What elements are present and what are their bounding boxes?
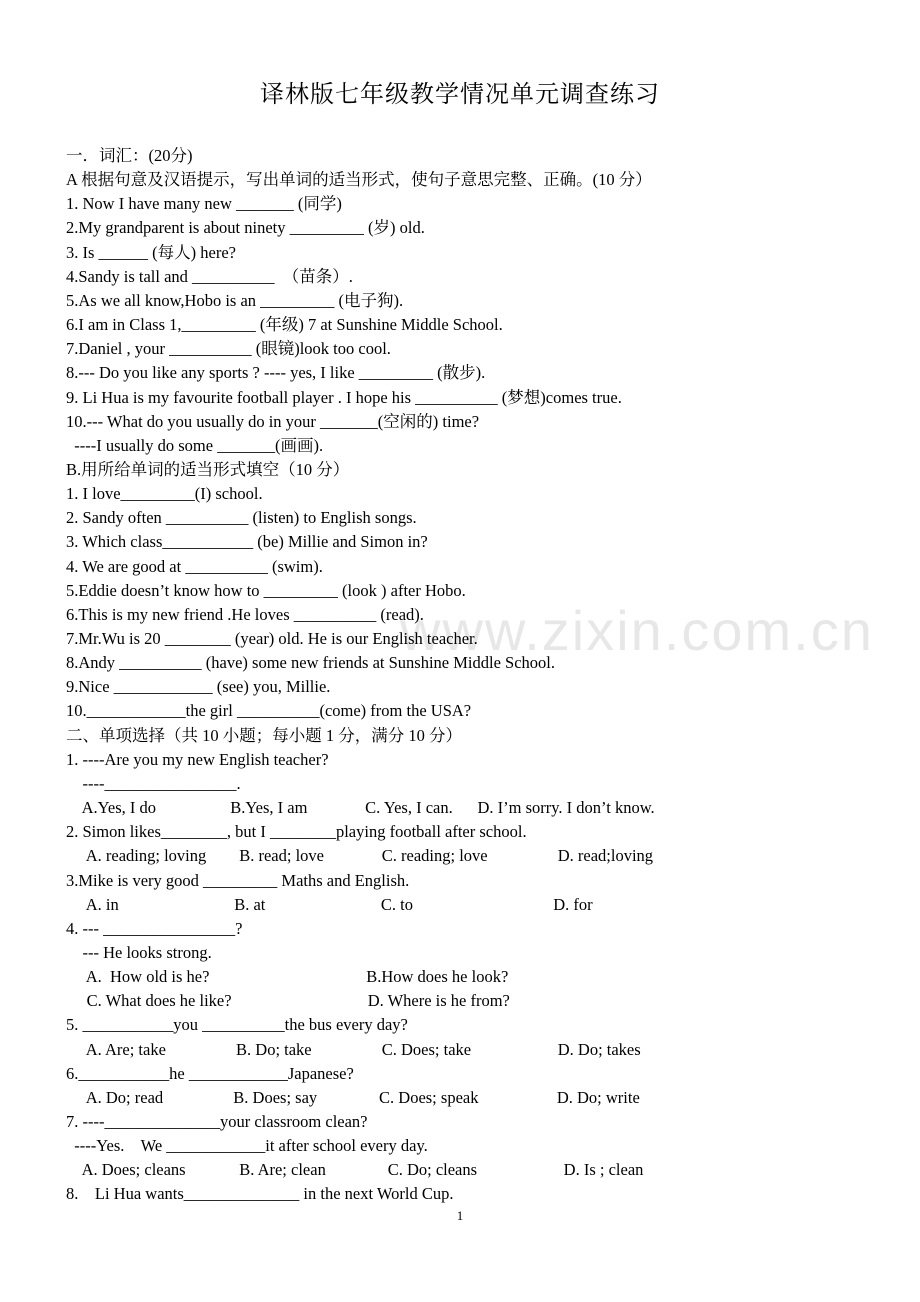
worksheet-line: A. reading; loving B. read; love C. reading; love D. read;loving bbox=[66, 846, 654, 866]
worksheet-line: 7.Daniel , your __________ (眼镜)look too cool. bbox=[66, 339, 391, 359]
worksheet-line: 2. Sandy often __________ (listen) to English songs. bbox=[66, 508, 417, 528]
page-title: 译林版七年级教学情况单元调查练习 bbox=[260, 82, 660, 108]
worksheet-line: C. What does he like? D. Where is he from? bbox=[66, 991, 510, 1011]
worksheet-line: A 根据句意及汉语提示，写出单词的适当形式，使句子意思完整、正确。(10 分） bbox=[66, 170, 652, 190]
worksheet-line: 1. I love_________(I) school. bbox=[66, 484, 263, 504]
worksheet-line: 6.___________he ____________Japanese? bbox=[66, 1063, 354, 1083]
worksheet-line: 1. ----Are you my new English teacher? bbox=[66, 749, 329, 769]
worksheet-line: A. Do; read B. Does; say C. Does; speak D. Do; write bbox=[66, 1087, 640, 1107]
worksheet-line: B.用所给单词的适当形式填空（10 分） bbox=[66, 459, 350, 479]
worksheet-line: ----Yes. We ____________it after school every day. bbox=[66, 1136, 428, 1156]
worksheet-line: 8. Li Hua wants______________ in the next World Cup. bbox=[66, 1184, 454, 1204]
watermark: www.zixin.com.cn bbox=[400, 599, 874, 662]
worksheet-line: 一．词汇：(20分) bbox=[66, 146, 193, 165]
worksheet-line: 9. Li Hua is my favourite football player . I hope his __________ (梦想)comes true. bbox=[66, 387, 622, 407]
worksheet-line: 二、单项选择（共 10 小题；每小题 1 分，满分 10 分） bbox=[66, 725, 462, 745]
worksheet-line: 7.Mr.Wu is 20 ________ (year) old. He is our English teacher. bbox=[66, 629, 478, 648]
worksheet-line: 3. Is ______ (每人) here? bbox=[66, 242, 236, 262]
worksheet-line: 10.--- What do you usually do in your _______(空闲的) time? bbox=[66, 411, 480, 431]
worksheet-line: A. Are; take B. Do; take C. Does; take D. Do; takes bbox=[66, 1039, 641, 1059]
worksheet-line: ----I usually do some _______(画画). bbox=[66, 435, 324, 455]
worksheet-line: 7. ----______________your classroom clean? bbox=[66, 1112, 368, 1131]
worksheet-line: A.Yes, I do B.Yes, I am C. Yes, I can. D. I’m sorry. I don’t know. bbox=[66, 798, 655, 818]
worksheet-line: 6.I am in Class 1,_________ (年级) 7 at Sunshine Middle School. bbox=[66, 315, 503, 335]
worksheet-line: A. in B. at C. to D. for bbox=[66, 894, 593, 914]
worksheet-line: 5.As we all know,Hobo is an _________ (电子狗). bbox=[66, 290, 404, 310]
worksheet-line: 8.--- Do you like any sports ? ---- yes, I like _________ (散步). bbox=[66, 363, 486, 383]
worksheet-line: 3. Which class___________ (be) Millie and Simon in? bbox=[66, 532, 428, 552]
worksheet-line: 4. --- ________________? bbox=[66, 918, 243, 938]
worksheet-line: 5.Eddie doesn’t know how to _________ (look ) after Hobo. bbox=[66, 580, 466, 600]
worksheet-line: 10.____________the girl __________(come) from the USA? bbox=[66, 701, 472, 721]
worksheet-line: 4.Sandy is tall and __________ （苗条）. bbox=[66, 266, 353, 286]
page-number: 1 bbox=[456, 1208, 464, 1223]
worksheet-line: A. Does; cleans B. Are; clean C. Do; cleans D. Is ; clean bbox=[66, 1160, 644, 1180]
worksheet-line: 2. Simon likes________, but I ________playing football after school. bbox=[66, 822, 527, 842]
worksheet-line: 5. ___________you __________the bus every day? bbox=[66, 1015, 408, 1035]
worksheet-line: 2.My grandparent is about ninety _________ (岁) old. bbox=[66, 218, 425, 238]
worksheet-line: --- He looks strong. bbox=[66, 942, 212, 962]
worksheet-line: 8.Andy __________ (have) some new friends at Sunshine Middle School. bbox=[66, 653, 555, 673]
worksheet-line: 6.This is my new friend .He loves __________ (read). bbox=[66, 604, 424, 624]
worksheet-line: A. How old is he? B.How does he look? bbox=[66, 967, 509, 987]
worksheet-line: ----________________. bbox=[66, 773, 241, 793]
worksheet-line: 3.Mike is very good _________ Maths and English. bbox=[66, 870, 410, 890]
worksheet-line: 9.Nice ____________ (see) you, Millie. bbox=[66, 677, 331, 697]
worksheet-line: 1. Now I have many new _______ (同学) bbox=[66, 194, 342, 214]
worksheet-line: 4. We are good at __________ (swim). bbox=[66, 556, 323, 576]
